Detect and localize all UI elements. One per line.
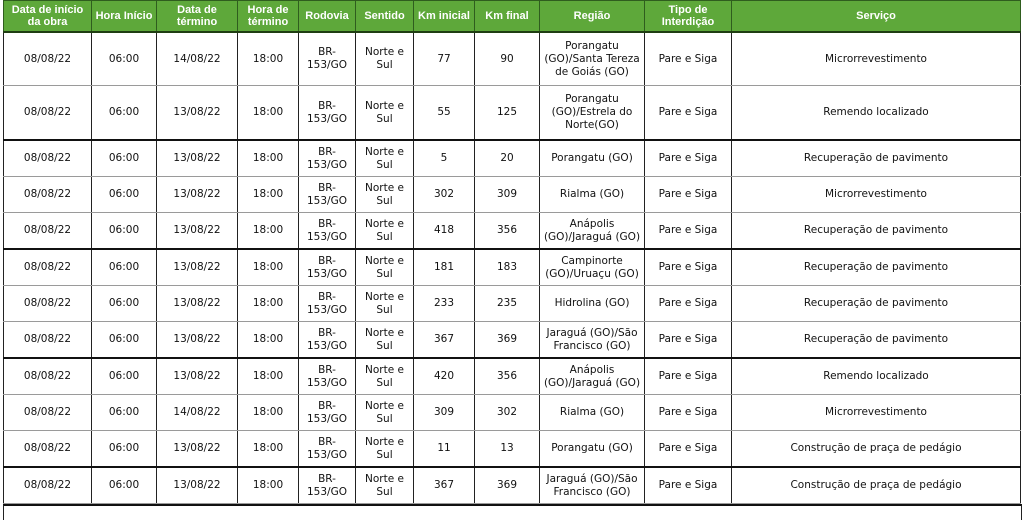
cell-highway: BR-153/GO [299, 431, 356, 468]
cell-service: Microrrevestimento [732, 395, 1021, 431]
col-header-highway: Rodovia [299, 1, 356, 33]
cell-end-date: 13/08/22 [157, 213, 238, 250]
cell-region: Jaraguá (GO)/São Francisco (GO) [540, 467, 645, 504]
cell-region: Porangatu (GO) [540, 140, 645, 177]
cell-end-date: 14/08/22 [157, 32, 238, 86]
cell-direction: Norte e Sul [356, 177, 414, 213]
cell-km-end: 235 [475, 286, 540, 322]
cell-highway: BR-153/GO [299, 177, 356, 213]
cell-km-end: 302 [475, 395, 540, 431]
table-row [4, 358, 1021, 395]
cell-start-time: 06:00 [92, 286, 157, 322]
header-row [4, 1, 1021, 33]
cell-km-end: 183 [475, 249, 540, 286]
cell-highway: BR-153/GO [299, 32, 356, 86]
cell-km-end: 13 [475, 431, 540, 468]
cell-end-time: 18:00 [238, 431, 299, 468]
cell-end-time: 18:00 [238, 286, 299, 322]
col-header-km-end: Km final [475, 1, 540, 33]
table-row [4, 249, 1021, 286]
cell-service: Recuperação de pavimento [732, 213, 1021, 250]
cell-start-date: 08/08/22 [4, 358, 92, 395]
cell-direction: Norte e Sul [356, 32, 414, 86]
cell-end-date: 13/08/22 [157, 177, 238, 213]
cell-start-time: 06:00 [92, 249, 157, 286]
cell-direction: Norte e Sul [356, 431, 414, 468]
cell-closure-type: Pare e Siga [645, 32, 732, 86]
cell-service: Construção de praça de pedágio [732, 431, 1021, 468]
col-header-direction: Sentido [356, 1, 414, 33]
cell-km-end: 356 [475, 358, 540, 395]
cell-service: Construção de praça de pedágio [732, 467, 1021, 504]
cell-km-end: 125 [475, 86, 540, 141]
table-row [4, 86, 1021, 141]
cell-closure-type: Pare e Siga [645, 467, 732, 504]
cell-end-date: 13/08/22 [157, 467, 238, 504]
cell-highway: BR-153/GO [299, 322, 356, 359]
cell-region: Jaraguá (GO)/São Francisco (GO) [540, 322, 645, 359]
cell-region: Porangatu (GO) [540, 431, 645, 468]
cell-end-date: 13/08/22 [157, 431, 238, 468]
cell-closure-type: Pare e Siga [645, 286, 732, 322]
cell-start-time: 06:00 [92, 322, 157, 359]
table-bottom-edge [3, 504, 1022, 520]
table-row [4, 140, 1021, 177]
cell-end-date: 14/08/22 [157, 395, 238, 431]
cell-end-time: 18:00 [238, 86, 299, 141]
cell-direction: Norte e Sul [356, 86, 414, 141]
table-row [4, 177, 1021, 213]
cell-highway: BR-153/GO [299, 286, 356, 322]
cell-highway: BR-153/GO [299, 249, 356, 286]
table-row [4, 431, 1021, 468]
cell-start-date: 08/08/22 [4, 431, 92, 468]
cell-start-date: 08/08/22 [4, 213, 92, 250]
cell-end-time: 18:00 [238, 467, 299, 504]
cell-highway: BR-153/GO [299, 140, 356, 177]
cell-direction: Norte e Sul [356, 322, 414, 359]
cell-km-start: 302 [414, 177, 475, 213]
cell-start-date: 08/08/22 [4, 395, 92, 431]
cell-start-time: 06:00 [92, 86, 157, 141]
cell-start-date: 08/08/22 [4, 140, 92, 177]
cell-service: Microrrevestimento [732, 177, 1021, 213]
cell-start-time: 06:00 [92, 140, 157, 177]
col-header-km-start: Km inicial [414, 1, 475, 33]
cell-km-start: 77 [414, 32, 475, 86]
cell-closure-type: Pare e Siga [645, 431, 732, 468]
cell-direction: Norte e Sul [356, 213, 414, 250]
cell-end-time: 18:00 [238, 213, 299, 250]
cell-closure-type: Pare e Siga [645, 322, 732, 359]
col-header-end-date: Data de término [157, 1, 238, 33]
cell-direction: Norte e Sul [356, 286, 414, 322]
table-row [4, 467, 1021, 504]
cell-km-start: 181 [414, 249, 475, 286]
cell-highway: BR-153/GO [299, 86, 356, 141]
cell-service: Recuperação de pavimento [732, 286, 1021, 322]
cell-region: Anápolis (GO)/Jaraguá (GO) [540, 213, 645, 250]
cell-start-time: 06:00 [92, 358, 157, 395]
cell-highway: BR-153/GO [299, 358, 356, 395]
cell-start-date: 08/08/22 [4, 286, 92, 322]
table-row [4, 213, 1021, 250]
cell-region: Porangatu (GO)/Estrela do Norte(GO) [540, 86, 645, 141]
cell-end-date: 13/08/22 [157, 358, 238, 395]
cell-end-time: 18:00 [238, 32, 299, 86]
cell-service: Recuperação de pavimento [732, 140, 1021, 177]
cell-km-start: 418 [414, 213, 475, 250]
cell-km-end: 356 [475, 213, 540, 250]
cell-direction: Norte e Sul [356, 249, 414, 286]
cell-closure-type: Pare e Siga [645, 249, 732, 286]
cell-end-date: 13/08/22 [157, 322, 238, 359]
cell-km-end: 369 [475, 467, 540, 504]
cell-end-date: 13/08/22 [157, 140, 238, 177]
col-header-closure-type: Tipo de Interdição [645, 1, 732, 33]
cell-end-date: 13/08/22 [157, 86, 238, 141]
cell-closure-type: Pare e Siga [645, 177, 732, 213]
cell-direction: Norte e Sul [356, 140, 414, 177]
cell-region: Campinorte (GO)/Uruaçu (GO) [540, 249, 645, 286]
cell-service: Recuperação de pavimento [732, 322, 1021, 359]
cell-direction: Norte e Sul [356, 358, 414, 395]
table-row [4, 286, 1021, 322]
cell-closure-type: Pare e Siga [645, 358, 732, 395]
cell-km-end: 369 [475, 322, 540, 359]
cell-start-date: 08/08/22 [4, 322, 92, 359]
cell-km-start: 233 [414, 286, 475, 322]
col-header-end-time: Hora de término [238, 1, 299, 33]
works-schedule-table [3, 0, 1021, 504]
cell-km-start: 367 [414, 467, 475, 504]
cell-start-date: 08/08/22 [4, 32, 92, 86]
cell-start-time: 06:00 [92, 467, 157, 504]
cell-service: Remendo localizado [732, 358, 1021, 395]
cell-highway: BR-153/GO [299, 467, 356, 504]
cell-region: Anápolis (GO)/Jaraguá (GO) [540, 358, 645, 395]
cell-km-end: 20 [475, 140, 540, 177]
table-row [4, 32, 1021, 86]
cell-km-start: 420 [414, 358, 475, 395]
cell-direction: Norte e Sul [356, 467, 414, 504]
table-row [4, 322, 1021, 359]
cell-km-end: 309 [475, 177, 540, 213]
cell-highway: BR-153/GO [299, 395, 356, 431]
cell-service: Microrrevestimento [732, 32, 1021, 86]
cell-start-date: 08/08/22 [4, 467, 92, 504]
cell-region: Hidrolina (GO) [540, 286, 645, 322]
cell-end-time: 18:00 [238, 177, 299, 213]
cell-highway: BR-153/GO [299, 213, 356, 250]
cell-end-date: 13/08/22 [157, 249, 238, 286]
cell-region: Porangatu (GO)/Santa Tereza de Goiás (GO) [540, 32, 645, 86]
table-row [4, 395, 1021, 431]
cell-end-time: 18:00 [238, 358, 299, 395]
cell-region: Rialma (GO) [540, 395, 645, 431]
cell-region: Rialma (GO) [540, 177, 645, 213]
cell-closure-type: Pare e Siga [645, 86, 732, 141]
table-body [4, 32, 1021, 504]
cell-km-start: 309 [414, 395, 475, 431]
cell-end-time: 18:00 [238, 140, 299, 177]
cell-end-date: 13/08/22 [157, 286, 238, 322]
col-header-start-time: Hora Início [92, 1, 157, 33]
cell-km-end: 90 [475, 32, 540, 86]
cell-km-start: 367 [414, 322, 475, 359]
cell-km-start: 11 [414, 431, 475, 468]
cell-start-time: 06:00 [92, 395, 157, 431]
cell-start-date: 08/08/22 [4, 177, 92, 213]
cell-km-start: 5 [414, 140, 475, 177]
cell-end-time: 18:00 [238, 322, 299, 359]
cell-end-time: 18:00 [238, 395, 299, 431]
cell-start-time: 06:00 [92, 431, 157, 468]
cell-direction: Norte e Sul [356, 395, 414, 431]
cell-closure-type: Pare e Siga [645, 395, 732, 431]
col-header-start-date: Data de início da obra [4, 1, 92, 33]
cell-service: Recuperação de pavimento [732, 249, 1021, 286]
cell-start-date: 08/08/22 [4, 249, 92, 286]
cell-start-time: 06:00 [92, 177, 157, 213]
cell-service: Remendo localizado [732, 86, 1021, 141]
cell-closure-type: Pare e Siga [645, 213, 732, 250]
cell-start-time: 06:00 [92, 213, 157, 250]
cell-start-time: 06:00 [92, 32, 157, 86]
cell-start-date: 08/08/22 [4, 86, 92, 141]
cell-km-start: 55 [414, 86, 475, 141]
col-header-service: Serviço [732, 1, 1021, 33]
cell-end-time: 18:00 [238, 249, 299, 286]
cell-closure-type: Pare e Siga [645, 140, 732, 177]
col-header-region: Região [540, 1, 645, 33]
